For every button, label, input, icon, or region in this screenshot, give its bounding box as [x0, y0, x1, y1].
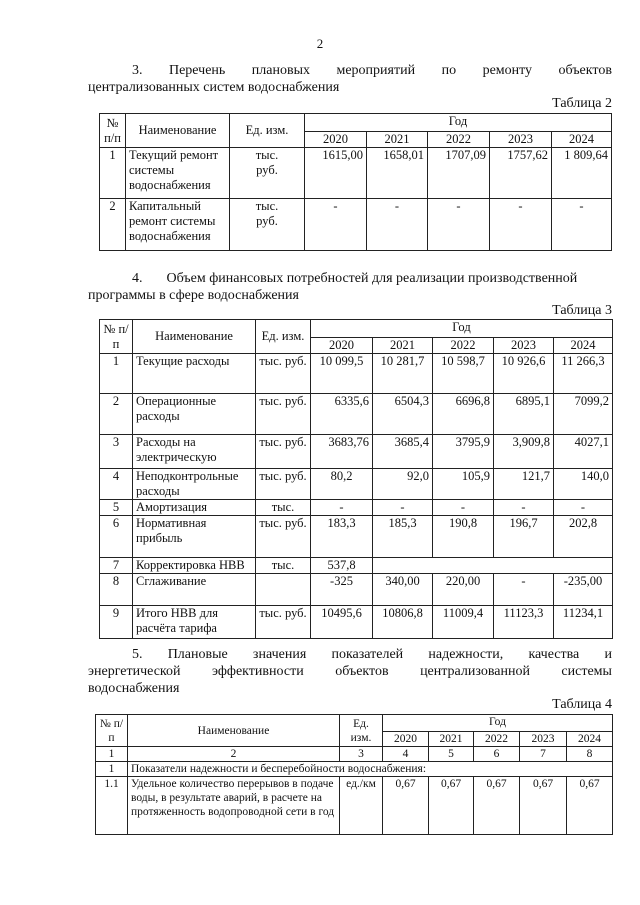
table-row: 6 Нормативная прибыль тыс. руб. 183,3 185,3 190,8 196,7 202,8	[100, 516, 613, 558]
year-2021: 2021	[373, 338, 433, 354]
section3-heading: 3. Перечень плановых мероприятий по ремонту объектов централизованных систем водоснабжения	[88, 63, 612, 95]
table-row: 1 Текущие расходы тыс. руб. 10 099,5 10 281,7 10 598,7 10 926,6 11 266,3	[100, 354, 613, 394]
table-row: 1 Текущий ремонт системы водоснабжения тыс. руб. 1615,00 1658,01 1707,09 1757,62 1 809,64	[100, 148, 612, 199]
section5-number: 5.	[132, 647, 143, 662]
header-name: Наименование	[133, 320, 256, 354]
header-unit: Ед. изм.	[230, 114, 305, 148]
table-4	[95, 714, 613, 835]
year-2021: 2021	[429, 732, 474, 747]
header-unit: Ед. изм.	[340, 715, 383, 747]
table-row: 2 Капитальный ремонт системы водоснабжения тыс. руб. - - - - -	[100, 199, 612, 251]
table3-label: Таблица 3	[552, 303, 612, 318]
year-2022: 2022	[433, 338, 494, 354]
header-name: Наименование	[128, 715, 340, 747]
page-number: 2	[316, 36, 324, 51]
section5-heading: 5. Плановые значения показателей надежности, качества и энергетической эффективности объектов централизованной системы водоснабжения	[88, 647, 612, 696]
section4-number: 4.	[132, 271, 143, 286]
table2-label: Таблица 2	[552, 96, 612, 111]
table-row: 2 Операционные расходы тыс. руб. 6335,6 6504,3 6696,8 6895,1 7099,2	[100, 394, 613, 435]
table-row: 4 Неподконтрольные расходы тыс. руб. 80,2 92,0 105,9 121,7 140,0	[100, 469, 613, 500]
year-2023: 2023	[520, 732, 567, 747]
header-num: № п/п	[100, 114, 126, 148]
year-2023: 2023	[490, 132, 552, 148]
table-row: 7 Корректировка НВВ тыс. 537,8	[100, 558, 613, 574]
table-2	[99, 113, 612, 251]
year-2022: 2022	[474, 732, 520, 747]
table-row: 8 Сглаживание -325 340,00 220,00 - -235,00	[100, 574, 613, 606]
header-num: № п/п	[96, 715, 128, 747]
year-2023: 2023	[494, 338, 554, 354]
year-2021: 2021	[367, 132, 428, 148]
header-name: Наименование	[126, 114, 230, 148]
table4-label: Таблица 4	[552, 697, 612, 712]
table-row: 3 Расходы на электрическую тыс. руб. 3683,76 3685,4 3795,9 3,909,8 4027,1	[100, 435, 613, 469]
year-2022: 2022	[428, 132, 490, 148]
header-year: Год	[311, 320, 613, 338]
year-2020: 2020	[311, 338, 373, 354]
header-num: № п/п	[100, 320, 133, 354]
table-3	[99, 319, 613, 639]
group-row: 1 Показатели надежности и бесперебойности водоснабжения:	[96, 762, 613, 777]
table-row: 1.1 Удельное количество перерывов в подаче воды, в результате аварий, в расчете на протяженность водопроводной сети в год ед./км 0,67 0,67 0,67 0,67 0,67	[96, 777, 613, 835]
header-year: Год	[383, 715, 613, 732]
year-2024: 2024	[552, 132, 612, 148]
table-row: 9 Итого НВВ для расчёта тарифа тыс. руб. 10495,6 10806,8 11009,4 11123,3 11234,1	[100, 606, 613, 639]
year-2020: 2020	[383, 732, 429, 747]
header-unit: Ед. изм.	[256, 320, 311, 354]
header-year: Год	[305, 114, 612, 132]
year-2024: 2024	[554, 338, 613, 354]
table-row: 5 Амортизация тыс. - - - - -	[100, 500, 613, 516]
section3-number: 3.	[132, 63, 143, 78]
section4-heading: 4. Объем финансовых потребностей для реализации производственной программы в сфере водоснабжения	[88, 271, 578, 303]
column-number-row: 1 2 3 4 5 6 7 8	[96, 747, 613, 762]
year-2024: 2024	[567, 732, 613, 747]
year-2020: 2020	[305, 132, 367, 148]
